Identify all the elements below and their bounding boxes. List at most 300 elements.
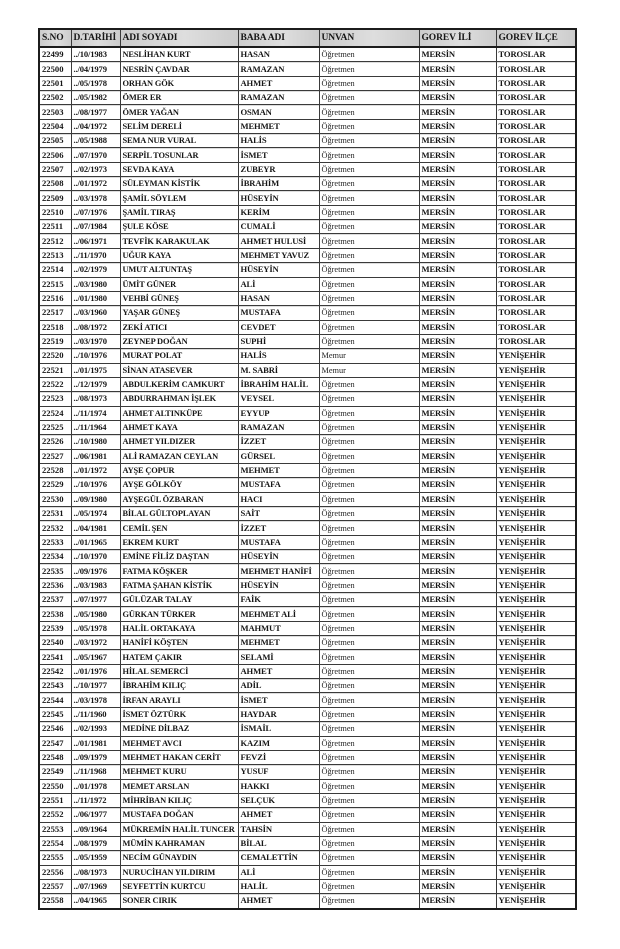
cell-dtarihi: ../09/1964 <box>71 822 120 836</box>
cell-baba: MEHMET HANİFİ <box>238 564 319 578</box>
cell-adi: İBRAHİM KILIÇ <box>120 679 238 693</box>
cell-baba: SAİT <box>238 507 319 521</box>
cell-sno: 22499 <box>39 47 71 62</box>
cell-unvan: Öğretmen <box>319 836 419 850</box>
cell-unvan: Öğretmen <box>319 134 419 148</box>
table-row <box>39 607 576 621</box>
cell-ilce: YENİŞEHİR <box>496 550 576 564</box>
cell-adi: UMUT ALTUNTAŞ <box>120 263 238 277</box>
table-row <box>39 463 576 477</box>
cell-unvan: Öğretmen <box>319 406 419 420</box>
cell-dtarihi: ../07/1984 <box>71 220 120 234</box>
cell-unvan: Öğretmen <box>319 607 419 621</box>
table-header <box>39 29 576 47</box>
cell-adi: SERPİL TOSUNLAR <box>120 148 238 162</box>
cell-adi: MÜKREMİN HALİL TUNCER <box>120 822 238 836</box>
cell-il: MERSİN <box>419 320 496 334</box>
cell-dtarihi: ../05/1959 <box>71 851 120 865</box>
cell-sno: 22551 <box>39 793 71 807</box>
cell-dtarihi: ../10/1983 <box>71 47 120 62</box>
table-row <box>39 550 576 564</box>
cell-il: MERSİN <box>419 119 496 133</box>
table-row <box>39 306 576 320</box>
cell-dtarihi: ../08/1977 <box>71 105 120 119</box>
table-row <box>39 707 576 721</box>
cell-unvan: Öğretmen <box>319 435 419 449</box>
cell-dtarihi: ../01/1980 <box>71 291 120 305</box>
cell-dtarihi: ../11/1972 <box>71 793 120 807</box>
cell-unvan: Öğretmen <box>319 191 419 205</box>
cell-adi: FATMA KÖŞKER <box>120 564 238 578</box>
cell-baba: MEHMET <box>238 119 319 133</box>
cell-unvan: Öğretmen <box>319 865 419 879</box>
cell-sno: 22515 <box>39 277 71 291</box>
cell-adi: ABDURRAHMAN İŞLEK <box>120 392 238 406</box>
cell-sno: 22508 <box>39 177 71 191</box>
cell-adi: BİLAL GÜLTOPLAYAN <box>120 507 238 521</box>
column-header-baba: BABA ADI <box>238 29 319 47</box>
cell-adi: NECİM GÜNAYDIN <box>120 851 238 865</box>
cell-unvan: Öğretmen <box>319 320 419 334</box>
cell-ilce: YENİŞEHİR <box>496 736 576 750</box>
cell-ilce: YENİŞEHİR <box>496 377 576 391</box>
cell-il: MERSİN <box>419 306 496 320</box>
cell-baba: SELAMİ <box>238 650 319 664</box>
table-row <box>39 478 576 492</box>
cell-ilce: YENİŞEHİR <box>496 879 576 893</box>
header-row <box>39 29 576 47</box>
cell-baba: RAMAZAN <box>238 62 319 76</box>
cell-ilce: YENİŞEHİR <box>496 822 576 836</box>
cell-dtarihi: ../03/1980 <box>71 277 120 291</box>
cell-sno: 22542 <box>39 664 71 678</box>
cell-sno: 22506 <box>39 148 71 162</box>
cell-unvan: Öğretmen <box>319 679 419 693</box>
cell-dtarihi: ../03/1960 <box>71 306 120 320</box>
cell-dtarihi: ../08/1972 <box>71 320 120 334</box>
cell-adi: HANİFİ KÖŞTEN <box>120 636 238 650</box>
cell-ilce: YENİŞEHİR <box>496 664 576 678</box>
cell-dtarihi: ../03/1970 <box>71 334 120 348</box>
cell-adi: ALİ RAMAZAN CEYLAN <box>120 449 238 463</box>
cell-baba: HÜSEYİN <box>238 578 319 592</box>
cell-il: MERSİN <box>419 664 496 678</box>
cell-baba: KAZIM <box>238 736 319 750</box>
cell-adi: MUSTAFA DOĞAN <box>120 808 238 822</box>
cell-il: MERSİN <box>419 420 496 434</box>
cell-ilce: YENİŞEHİR <box>496 636 576 650</box>
table-row <box>39 248 576 262</box>
table-row <box>39 636 576 650</box>
cell-il: MERSİN <box>419 736 496 750</box>
cell-unvan: Öğretmen <box>319 148 419 162</box>
table-row <box>39 736 576 750</box>
cell-dtarihi: ../06/1981 <box>71 449 120 463</box>
cell-il: MERSİN <box>419 205 496 219</box>
table-row <box>39 693 576 707</box>
cell-baba: SUPHİ <box>238 334 319 348</box>
cell-ilce: YENİŞEHİR <box>496 593 576 607</box>
cell-dtarihi: ../09/1976 <box>71 564 120 578</box>
cell-ilce: TOROSLAR <box>496 334 576 348</box>
cell-adi: MEMET ARSLAN <box>120 779 238 793</box>
cell-il: MERSİN <box>419 593 496 607</box>
table-row <box>39 664 576 678</box>
cell-unvan: Öğretmen <box>319 47 419 62</box>
cell-unvan: Öğretmen <box>319 263 419 277</box>
cell-sno: 22504 <box>39 119 71 133</box>
cell-dtarihi: ../08/1973 <box>71 392 120 406</box>
cell-unvan: Öğretmen <box>319 736 419 750</box>
cell-dtarihi: ../07/1976 <box>71 205 120 219</box>
cell-adi: HALİL ORTAKAYA <box>120 621 238 635</box>
cell-dtarihi: ../04/1965 <box>71 894 120 909</box>
cell-dtarihi: ../10/1976 <box>71 478 120 492</box>
cell-il: MERSİN <box>419 492 496 506</box>
cell-ilce: TOROSLAR <box>496 205 576 219</box>
cell-il: MERSİN <box>419 62 496 76</box>
cell-ilce: YENİŞEHİR <box>496 693 576 707</box>
table-row <box>39 47 576 62</box>
cell-adi: AYŞE ÇOPUR <box>120 463 238 477</box>
table-row <box>39 449 576 463</box>
cell-adi: FATMA ŞAHAN KİSTİK <box>120 578 238 592</box>
cell-baba: MAHMUT <box>238 621 319 635</box>
cell-unvan: Öğretmen <box>319 593 419 607</box>
cell-dtarihi: ../05/1974 <box>71 507 120 521</box>
cell-baba: AHMET <box>238 894 319 909</box>
table-body <box>39 47 576 909</box>
personnel-table <box>38 28 577 910</box>
cell-unvan: Öğretmen <box>319 564 419 578</box>
cell-sno: 22522 <box>39 377 71 391</box>
table-row <box>39 134 576 148</box>
cell-il: MERSİN <box>419 334 496 348</box>
cell-unvan: Öğretmen <box>319 765 419 779</box>
cell-baba: HÜSEYİN <box>238 191 319 205</box>
cell-baba: İSMET <box>238 693 319 707</box>
cell-sno: 22531 <box>39 507 71 521</box>
cell-il: MERSİN <box>419 822 496 836</box>
table-row <box>39 750 576 764</box>
cell-unvan: Öğretmen <box>319 492 419 506</box>
cell-dtarihi: ../03/1972 <box>71 636 120 650</box>
cell-ilce: YENİŞEHİR <box>496 535 576 549</box>
cell-dtarihi: ../01/1965 <box>71 535 120 549</box>
cell-dtarihi: ../08/1979 <box>71 836 120 850</box>
cell-il: MERSİN <box>419 779 496 793</box>
cell-sno: 22526 <box>39 435 71 449</box>
cell-baba: ALİ <box>238 865 319 879</box>
cell-ilce: TOROSLAR <box>496 263 576 277</box>
cell-sno: 22509 <box>39 191 71 205</box>
cell-unvan: Öğretmen <box>319 306 419 320</box>
cell-il: MERSİN <box>419 836 496 850</box>
table-row <box>39 349 576 363</box>
cell-il: MERSİN <box>419 550 496 564</box>
cell-baba: OSMAN <box>238 105 319 119</box>
cell-il: MERSİN <box>419 865 496 879</box>
table-row <box>39 191 576 205</box>
cell-baba: SELÇUK <box>238 793 319 807</box>
cell-sno: 22527 <box>39 449 71 463</box>
cell-dtarihi: ../09/1979 <box>71 750 120 764</box>
cell-baba: AHMET <box>238 76 319 90</box>
cell-dtarihi: ../04/1981 <box>71 521 120 535</box>
cell-adi: ORHAN GÖK <box>120 76 238 90</box>
cell-dtarihi: ../05/1980 <box>71 607 120 621</box>
cell-il: MERSİN <box>419 578 496 592</box>
cell-adi: SEYFETTİN KURTCU <box>120 879 238 893</box>
cell-ilce: YENİŞEHİR <box>496 420 576 434</box>
cell-il: MERSİN <box>419 765 496 779</box>
cell-adi: SÜLEYMAN KİSTİK <box>120 177 238 191</box>
cell-unvan: Öğretmen <box>319 707 419 721</box>
cell-dtarihi: ../04/1972 <box>71 119 120 133</box>
cell-il: MERSİN <box>419 47 496 62</box>
table-row <box>39 105 576 119</box>
cell-il: MERSİN <box>419 91 496 105</box>
cell-sno: 22543 <box>39 679 71 693</box>
cell-il: MERSİN <box>419 521 496 535</box>
table-row <box>39 420 576 434</box>
cell-ilce: YENİŞEHİR <box>496 894 576 909</box>
cell-baba: AHMET <box>238 808 319 822</box>
cell-il: MERSİN <box>419 234 496 248</box>
cell-baba: MEHMET ALİ <box>238 607 319 621</box>
cell-adi: GÜLÜZAR TALAY <box>120 593 238 607</box>
cell-dtarihi: ../01/1978 <box>71 779 120 793</box>
table-row <box>39 507 576 521</box>
cell-baba: MUSTAFA <box>238 306 319 320</box>
cell-ilce: YENİŞEHİR <box>496 492 576 506</box>
cell-il: MERSİN <box>419 134 496 148</box>
table-row <box>39 377 576 391</box>
cell-adi: EMİNE FİLİZ DAŞTAN <box>120 550 238 564</box>
cell-sno: 22514 <box>39 263 71 277</box>
cell-il: MERSİN <box>419 679 496 693</box>
cell-sno: 22539 <box>39 621 71 635</box>
cell-il: MERSİN <box>419 636 496 650</box>
cell-baba: ZUBEYR <box>238 162 319 176</box>
table-row <box>39 406 576 420</box>
column-header-adi: ADI SOYADI <box>120 29 238 47</box>
cell-baba: MEHMET <box>238 463 319 477</box>
cell-ilce: TOROSLAR <box>496 62 576 76</box>
cell-sno: 22549 <box>39 765 71 779</box>
cell-baba: AHMET <box>238 664 319 678</box>
cell-unvan: Öğretmen <box>319 521 419 535</box>
cell-unvan: Öğretmen <box>319 578 419 592</box>
cell-dtarihi: ../06/1971 <box>71 234 120 248</box>
cell-il: MERSİN <box>419 291 496 305</box>
cell-dtarihi: ../09/1980 <box>71 492 120 506</box>
cell-ilce: YENİŞEHİR <box>496 865 576 879</box>
table-row <box>39 535 576 549</box>
cell-il: MERSİN <box>419 191 496 205</box>
cell-adi: SELİM DERELİ <box>120 119 238 133</box>
cell-ilce: TOROSLAR <box>496 234 576 248</box>
cell-baba: VEYSEL <box>238 392 319 406</box>
cell-sno: 22552 <box>39 808 71 822</box>
cell-sno: 22505 <box>39 134 71 148</box>
cell-il: MERSİN <box>419 478 496 492</box>
cell-dtarihi: ../05/1978 <box>71 76 120 90</box>
cell-dtarihi: ../02/1979 <box>71 263 120 277</box>
cell-unvan: Öğretmen <box>319 693 419 707</box>
cell-dtarihi: ../06/1977 <box>71 808 120 822</box>
cell-ilce: YENİŞEHİR <box>496 449 576 463</box>
table-row <box>39 162 576 176</box>
cell-sno: 22518 <box>39 320 71 334</box>
cell-il: MERSİN <box>419 220 496 234</box>
table-row <box>39 148 576 162</box>
cell-baba: İSMAİL <box>238 722 319 736</box>
cell-ilce: YENİŞEHİR <box>496 521 576 535</box>
cell-sno: 22556 <box>39 865 71 879</box>
cell-adi: GÜRKAN TÜRKER <box>120 607 238 621</box>
cell-il: MERSİN <box>419 392 496 406</box>
cell-il: MERSİN <box>419 363 496 377</box>
cell-il: MERSİN <box>419 607 496 621</box>
cell-baba: CEMALETTİN <box>238 851 319 865</box>
cell-baba: HAYDAR <box>238 707 319 721</box>
cell-ilce: YENİŞEHİR <box>496 621 576 635</box>
cell-sno: 22513 <box>39 248 71 262</box>
cell-sno: 22530 <box>39 492 71 506</box>
cell-unvan: Memur <box>319 363 419 377</box>
cell-baba: RAMAZAN <box>238 420 319 434</box>
cell-ilce: YENİŞEHİR <box>496 765 576 779</box>
cell-adi: HİLAL SEMERCİ <box>120 664 238 678</box>
cell-baba: ADİL <box>238 679 319 693</box>
cell-baba: KERİM <box>238 205 319 219</box>
cell-ilce: TOROSLAR <box>496 76 576 90</box>
table-row <box>39 435 576 449</box>
cell-baba: EYYUP <box>238 406 319 420</box>
cell-adi: AHMET YILDIZER <box>120 435 238 449</box>
cell-il: MERSİN <box>419 463 496 477</box>
cell-sno: 22547 <box>39 736 71 750</box>
cell-dtarihi: ../01/1972 <box>71 463 120 477</box>
cell-il: MERSİN <box>419 248 496 262</box>
cell-baba: HÜSEYİN <box>238 263 319 277</box>
cell-dtarihi: ../05/1978 <box>71 621 120 635</box>
cell-dtarihi: ../03/1978 <box>71 191 120 205</box>
table-row <box>39 334 576 348</box>
cell-sno: 22507 <box>39 162 71 176</box>
cell-unvan: Öğretmen <box>319 76 419 90</box>
cell-ilce: YENİŞEHİR <box>496 578 576 592</box>
cell-ilce: YENİŞEHİR <box>496 349 576 363</box>
column-header-ilce: GOREV İLÇE <box>496 29 576 47</box>
cell-sno: 22510 <box>39 205 71 219</box>
cell-adi: SONER CIRIK <box>120 894 238 909</box>
cell-ilce: TOROSLAR <box>496 291 576 305</box>
cell-sno: 22548 <box>39 750 71 764</box>
cell-dtarihi: ../01/1976 <box>71 664 120 678</box>
cell-unvan: Öğretmen <box>319 248 419 262</box>
cell-ilce: YENİŞEHİR <box>496 406 576 420</box>
cell-sno: 22558 <box>39 894 71 909</box>
cell-adi: AHMET ALTINKÜPE <box>120 406 238 420</box>
cell-sno: 22554 <box>39 836 71 850</box>
table-row <box>39 492 576 506</box>
cell-sno: 22524 <box>39 406 71 420</box>
cell-ilce: TOROSLAR <box>496 162 576 176</box>
cell-il: MERSİN <box>419 177 496 191</box>
cell-adi: ŞAMİL TIRAŞ <box>120 205 238 219</box>
cell-il: MERSİN <box>419 377 496 391</box>
cell-il: MERSİN <box>419 349 496 363</box>
cell-adi: MEHMET KURU <box>120 765 238 779</box>
cell-il: MERSİN <box>419 650 496 664</box>
table-row <box>39 62 576 76</box>
cell-adi: TEVFİK KARAKULAK <box>120 234 238 248</box>
cell-sno: 22550 <box>39 779 71 793</box>
cell-dtarihi: ../01/1975 <box>71 363 120 377</box>
cell-il: MERSİN <box>419 851 496 865</box>
table-row <box>39 894 576 909</box>
cell-unvan: Öğretmen <box>319 234 419 248</box>
cell-baba: HACI <box>238 492 319 506</box>
cell-adi: NURUCİHAN YILDIRIM <box>120 865 238 879</box>
cell-il: MERSİN <box>419 750 496 764</box>
cell-unvan: Öğretmen <box>319 420 419 434</box>
cell-ilce: YENİŞEHİR <box>496 750 576 764</box>
cell-sno: 22502 <box>39 91 71 105</box>
cell-ilce: TOROSLAR <box>496 47 576 62</box>
cell-sno: 22545 <box>39 707 71 721</box>
cell-baba: İBRAHİM <box>238 177 319 191</box>
cell-unvan: Öğretmen <box>319 392 419 406</box>
cell-ilce: YENİŞEHİR <box>496 478 576 492</box>
cell-unvan: Öğretmen <box>319 750 419 764</box>
cell-sno: 22521 <box>39 363 71 377</box>
cell-il: MERSİN <box>419 162 496 176</box>
cell-dtarihi: ../11/1968 <box>71 765 120 779</box>
cell-adi: ÜMİT GÜNER <box>120 277 238 291</box>
cell-adi: MİHRİBAN KILIÇ <box>120 793 238 807</box>
cell-baba: M. SABRİ <box>238 363 319 377</box>
cell-ilce: YENİŞEHİR <box>496 707 576 721</box>
cell-baba: MEHMET <box>238 636 319 650</box>
table-row <box>39 177 576 191</box>
cell-dtarihi: ../12/1979 <box>71 377 120 391</box>
cell-ilce: YENİŞEHİR <box>496 793 576 807</box>
cell-ilce: TOROSLAR <box>496 320 576 334</box>
table-row <box>39 220 576 234</box>
cell-adi: ŞAMİL SÖYLEM <box>120 191 238 205</box>
cell-il: MERSİN <box>419 808 496 822</box>
cell-sno: 22553 <box>39 822 71 836</box>
cell-adi: HATEM ÇAKIR <box>120 650 238 664</box>
cell-sno: 22555 <box>39 851 71 865</box>
cell-sno: 22557 <box>39 879 71 893</box>
cell-il: MERSİN <box>419 263 496 277</box>
cell-adi: ÖMER YAĞAN <box>120 105 238 119</box>
cell-dtarihi: ../10/1980 <box>71 435 120 449</box>
cell-ilce: YENİŞEHİR <box>496 779 576 793</box>
cell-adi: VEHBİ GÜNEŞ <box>120 291 238 305</box>
table-row <box>39 76 576 90</box>
cell-ilce: YENİŞEHİR <box>496 679 576 693</box>
cell-baba: YUSUF <box>238 765 319 779</box>
cell-baba: CEVDET <box>238 320 319 334</box>
table-row <box>39 578 576 592</box>
table-row <box>39 650 576 664</box>
cell-unvan: Öğretmen <box>319 62 419 76</box>
